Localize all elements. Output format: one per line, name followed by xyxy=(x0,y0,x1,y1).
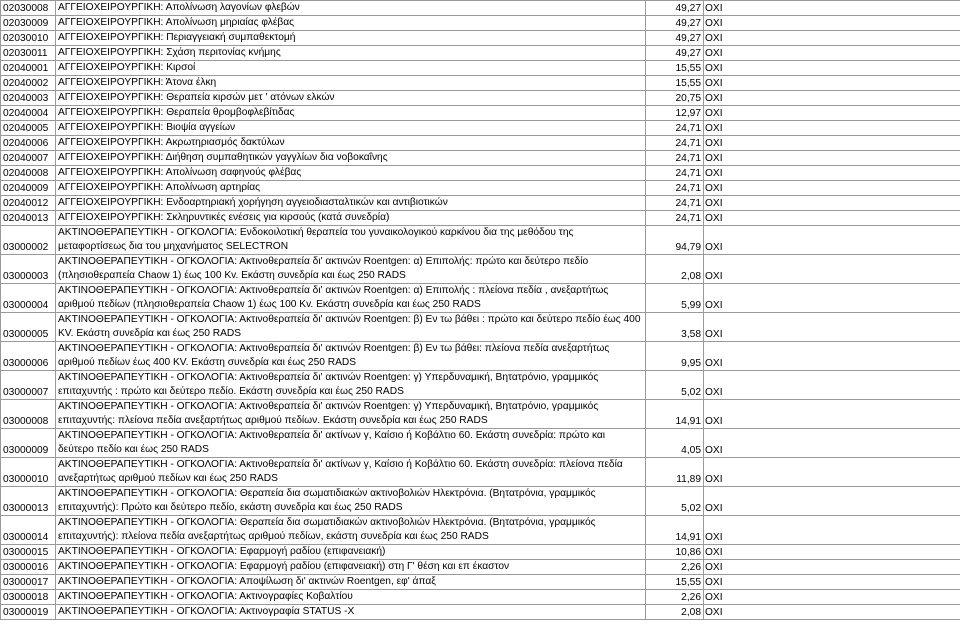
price-cell: 49,27 xyxy=(646,31,704,46)
flag-cell: ΟΧΙ xyxy=(704,106,960,121)
flag-cell: ΟΧΙ xyxy=(704,255,960,284)
table-row xyxy=(1,151,960,166)
price-cell: 15,55 xyxy=(646,61,704,76)
flag-cell: ΟΧΙ xyxy=(704,560,960,575)
code-cell: 02040012 xyxy=(1,196,56,211)
flag-cell: ΟΧΙ xyxy=(704,575,960,590)
description-cell: ΑΚΤΙΝΟΘΕΡΑΠΕΥΤΙΚΗ - ΟΓΚΟΛΟΓΙΑ: Ακτινογραφία STATUS -X xyxy=(56,605,646,620)
flag-cell: ΟΧΙ xyxy=(704,1,960,16)
description-cell: ΑΚΤΙΝΟΘΕΡΑΠΕΥΤΙΚΗ - ΟΓΚΟΛΟΓΙΑ: Εφαρμογή ραδίου (επιφανειακή) xyxy=(56,545,646,560)
code-cell: 02040009 xyxy=(1,181,56,196)
code-cell: 02030011 xyxy=(1,46,56,61)
price-cell: 9,95 xyxy=(646,342,704,371)
price-cell: 49,27 xyxy=(646,1,704,16)
flag-cell: ΟΧΙ xyxy=(704,487,960,516)
code-cell: 02040007 xyxy=(1,151,56,166)
price-cell: 5,02 xyxy=(646,487,704,516)
price-cell: 24,71 xyxy=(646,151,704,166)
table-row xyxy=(1,605,960,620)
table-row xyxy=(1,545,960,560)
flag-cell: ΟΧΙ xyxy=(704,76,960,91)
price-cell: 14,91 xyxy=(646,516,704,545)
code-cell: 02040002 xyxy=(1,76,56,91)
code-cell: 02040001 xyxy=(1,61,56,76)
description-cell: ΑΓΓΕΙΟΧΕΙΡΟΥΡΓΙΚΗ: Θεραπεία θρομβοφλεβίτιδας xyxy=(56,106,646,121)
flag-cell: ΟΧΙ xyxy=(704,46,960,61)
price-cell: 24,71 xyxy=(646,121,704,136)
description-cell: ΑΓΓΕΙΟΧΕΙΡΟΥΡΓΙΚΗ: Ενδοαρτηριακή χορήγηση αγγειοδιασταλτικών και αντιβιοτικών xyxy=(56,196,646,211)
table-row xyxy=(1,181,960,196)
flag-cell: ΟΧΙ xyxy=(704,196,960,211)
price-cell: 4,05 xyxy=(646,429,704,458)
code-cell: 03000015 xyxy=(1,545,56,560)
description-cell: ΑΓΓΕΙΟΧΕΙΡΟΥΡΓΙΚΗ: Βιοψία αγγείων xyxy=(56,121,646,136)
price-cell: 2,26 xyxy=(646,560,704,575)
code-cell: 03000019 xyxy=(1,605,56,620)
description-cell: ΑΓΓΕΙΟΧΕΙΡΟΥΡΓΙΚΗ: Απολίνωση σαφηνούς φλέβας xyxy=(56,166,646,181)
table-row xyxy=(1,136,960,151)
code-cell: 03000008 xyxy=(1,400,56,429)
description-cell: ΑΚΤΙΝΟΘΕΡΑΠΕΥΤΙΚΗ - ΟΓΚΟΛΟΓΙΑ: Ακτινοθεραπεία δι' ακτινών Roentgen: α) Επιπολής : πλείονα πεδία , ανεξαρτήτως αριθμού πεδίων (πλησιοθεραπεία Chaow 1) έως 100 Kv. Εκάστη συνεδρία και έως 250 RADS xyxy=(56,284,646,313)
price-cell: 20,75 xyxy=(646,91,704,106)
description-cell: ΑΚΤΙΝΟΘΕΡΑΠΕΥΤΙΚΗ - ΟΓΚΟΛΟΓΙΑ: Ακτινοθεραπεία δι' ακτινών Roentgen: γ) Υπερδυναμική, Βητατρόνιο, γραμμικός επιταχυντής : πρώτο και δεύτερο πεδίο. Εκάστη συνεδρία και έως 250 RADS xyxy=(56,371,646,400)
flag-cell: ΟΧΙ xyxy=(704,605,960,620)
code-cell: 03000010 xyxy=(1,458,56,487)
price-cell: 24,71 xyxy=(646,166,704,181)
price-cell: 2,26 xyxy=(646,590,704,605)
table-row xyxy=(1,16,960,31)
price-cell: 3,58 xyxy=(646,313,704,342)
price-cell: 94,79 xyxy=(646,226,704,255)
code-cell: 03000014 xyxy=(1,516,56,545)
code-cell: 03000018 xyxy=(1,590,56,605)
price-cell: 2,08 xyxy=(646,605,704,620)
table-row xyxy=(1,487,960,516)
description-cell: ΑΚΤΙΝΟΘΕΡΑΠΕΥΤΙΚΗ - ΟΓΚΟΛΟΓΙΑ: Θεραπεία δια σωματιδιακών ακτινοβολιών Ηλεκτρόνια. (Βητατρόνια, γραμμικός επιταχυντής): Πρώτο και δεύτερο πεδίο, εκάστη συνεδρία και έως 250 RADS xyxy=(56,487,646,516)
description-cell: ΑΚΤΙΝΟΘΕΡΑΠΕΥΤΙΚΗ - ΟΓΚΟΛΟΓΙΑ: Ακτινοθεραπεία δι' ακτινών Roentgen: β) Εν τω βάθει: πλείονα πεδία ανεξαρτήτως αριθμού πεδίων έως 400 KV. Εκάστη συνεδρία και έως 250 RADS xyxy=(56,342,646,371)
price-cell: 15,55 xyxy=(646,575,704,590)
code-cell: 03000005 xyxy=(1,313,56,342)
table-row xyxy=(1,106,960,121)
code-cell: 03000006 xyxy=(1,342,56,371)
flag-cell: ΟΧΙ xyxy=(704,371,960,400)
flag-cell: ΟΧΙ xyxy=(704,458,960,487)
price-cell: 49,27 xyxy=(646,46,704,61)
code-cell: 03000017 xyxy=(1,575,56,590)
table-row xyxy=(1,31,960,46)
table-row xyxy=(1,575,960,590)
price-cell: 2,08 xyxy=(646,255,704,284)
flag-cell: ΟΧΙ xyxy=(704,181,960,196)
description-cell: ΑΚΤΙΝΟΘΕΡΑΠΕΥΤΙΚΗ - ΟΓΚΟΛΟΓΙΑ: Ενδοκοιλοτική θεραπεία του γυναικολογικού καρκίνου δια της μεθόδου της μεταφορτίσεως δια του μηχανήματος SELECTRON xyxy=(56,226,646,255)
table-row xyxy=(1,226,960,255)
table-row xyxy=(1,590,960,605)
flag-cell: ΟΧΙ xyxy=(704,313,960,342)
table-row xyxy=(1,458,960,487)
table-row xyxy=(1,284,960,313)
description-cell: ΑΓΓΕΙΟΧΕΙΡΟΥΡΓΙΚΗ: Απολίνωση λαγονίων φλεβών xyxy=(56,1,646,16)
flag-cell: ΟΧΙ xyxy=(704,284,960,313)
table-row xyxy=(1,196,960,211)
flag-cell: ΟΧΙ xyxy=(704,429,960,458)
code-cell: 02030008 xyxy=(1,1,56,16)
flag-cell: ΟΧΙ xyxy=(704,121,960,136)
code-cell: 03000016 xyxy=(1,560,56,575)
procedure-table-body xyxy=(1,1,960,620)
price-cell: 5,02 xyxy=(646,371,704,400)
table-row xyxy=(1,429,960,458)
flag-cell: ΟΧΙ xyxy=(704,61,960,76)
code-cell: 02040003 xyxy=(1,91,56,106)
price-cell: 24,71 xyxy=(646,136,704,151)
description-cell: ΑΓΓΕΙΟΧΕΙΡΟΥΡΓΙΚΗ: Θεραπεία κιρσών μετ ' ατόνων ελκών xyxy=(56,91,646,106)
price-cell: 11,89 xyxy=(646,458,704,487)
code-cell: 03000003 xyxy=(1,255,56,284)
table-row xyxy=(1,342,960,371)
table-row xyxy=(1,255,960,284)
code-cell: 02040004 xyxy=(1,106,56,121)
flag-cell: ΟΧΙ xyxy=(704,342,960,371)
code-cell: 02030010 xyxy=(1,31,56,46)
flag-cell: ΟΧΙ xyxy=(704,545,960,560)
code-cell: 03000009 xyxy=(1,429,56,458)
description-cell: ΑΓΓΕΙΟΧΕΙΡΟΥΡΓΙΚΗ: Περιαγγειακή συμπαθεκτομή xyxy=(56,31,646,46)
code-cell: 02040008 xyxy=(1,166,56,181)
price-cell: 10,86 xyxy=(646,545,704,560)
code-cell: 03000002 xyxy=(1,226,56,255)
code-cell: 02040013 xyxy=(1,211,56,226)
description-cell: ΑΚΤΙΝΟΘΕΡΑΠΕΥΤΙΚΗ - ΟΓΚΟΛΟΓΙΑ: Ακτινοθεραπεία δι' ακτίνων γ, Καίσιο ή Κοβάλτιο 60. Εκάστη συνεδρία: πλείονα πεδία ανεξαρτήτως αριθμού πεδίων και έως 250 RADS xyxy=(56,458,646,487)
description-cell: ΑΓΓΕΙΟΧΕΙΡΟΥΡΓΙΚΗ: Διήθηση συμπαθητικών γαγγλίων δια νοβοκαΐνης xyxy=(56,151,646,166)
table-row xyxy=(1,121,960,136)
table-row xyxy=(1,61,960,76)
flag-cell: ΟΧΙ xyxy=(704,31,960,46)
flag-cell: ΟΧΙ xyxy=(704,400,960,429)
price-cell: 24,71 xyxy=(646,196,704,211)
code-cell: 03000004 xyxy=(1,284,56,313)
table-row xyxy=(1,211,960,226)
table-row xyxy=(1,313,960,342)
description-cell: ΑΚΤΙΝΟΘΕΡΑΠΕΥΤΙΚΗ - ΟΓΚΟΛΟΓΙΑ: Ακτινογραφίες Κοβαλτίου xyxy=(56,590,646,605)
description-cell: ΑΓΓΕΙΟΧΕΙΡΟΥΡΓΙΚΗ: Απολίνωση μηριαίας φλέβας xyxy=(56,16,646,31)
description-cell: ΑΚΤΙΝΟΘΕΡΑΠΕΥΤΙΚΗ - ΟΓΚΟΛΟΓΙΑ: Θεραπεία δια σωματιδιακών ακτινοβολιών Ηλεκτρόνια. (Βητατρόνια, γραμμικός επιταχυντής): πλείονα πεδία ανεξαρτήτως αριθμού πεδίων, εκάστη συνεδρία και έως 250 RADS xyxy=(56,516,646,545)
description-cell: ΑΚΤΙΝΟΘΕΡΑΠΕΥΤΙΚΗ - ΟΓΚΟΛΟΓΙΑ: Ακτινοθεραπεία δι' ακτινών Roentgen: γ) Υπερδυναμική, Βητατρόνιο, γραμμικός επιταχυντής: πλείονα πεδία ανεξαρτήτως αριθμού πεδίων. Εκάστη συνεδρία και έως 250 RADS xyxy=(56,400,646,429)
description-cell: ΑΓΓΕΙΟΧΕΙΡΟΥΡΓΙΚΗ: Ακρωτηριασμός δακτύλων xyxy=(56,136,646,151)
description-cell: ΑΚΤΙΝΟΘΕΡΑΠΕΥΤΙΚΗ - ΟΓΚΟΛΟΓΙΑ: Ακτινοθεραπεία δι' ακτίνων γ, Καίσιο ή Κοβάλτιο 60. Εκάστη συνεδρία: πρώτο και δεύτερο πεδίο και έως 250 RADS xyxy=(56,429,646,458)
table-row xyxy=(1,91,960,106)
flag-cell: ΟΧΙ xyxy=(704,16,960,31)
flag-cell: ΟΧΙ xyxy=(704,166,960,181)
table-row xyxy=(1,166,960,181)
code-cell: 02030009 xyxy=(1,16,56,31)
table-row xyxy=(1,516,960,545)
table-row xyxy=(1,371,960,400)
flag-cell: ΟΧΙ xyxy=(704,226,960,255)
price-cell: 12,97 xyxy=(646,106,704,121)
flag-cell: ΟΧΙ xyxy=(704,590,960,605)
description-cell: ΑΚΤΙΝΟΘΕΡΑΠΕΥΤΙΚΗ - ΟΓΚΟΛΟΓΙΑ: Αποψίλωση δι' ακτινών Roentgen, εφ' άπαξ xyxy=(56,575,646,590)
table-row xyxy=(1,1,960,16)
code-cell: 02040005 xyxy=(1,121,56,136)
description-cell: ΑΚΤΙΝΟΘΕΡΑΠΕΥΤΙΚΗ - ΟΓΚΟΛΟΓΙΑ: Ακτινοθεραπεία δι' ακτινών Roentgen: α) Επιπολής: πρώτο και δεύτερο πεδίο (πλησιοθεραπεία Chaow 1) έως 100 Kv. Εκάστη συνεδρία και έως 250 RADS xyxy=(56,255,646,284)
description-cell: ΑΓΓΕΙΟΧΕΙΡΟΥΡΓΙΚΗ: Σκληρυντικές ενέσεις για κιρσούς (κατά συνεδρία) xyxy=(56,211,646,226)
price-cell: 15,55 xyxy=(646,76,704,91)
price-cell: 24,71 xyxy=(646,181,704,196)
flag-cell: ΟΧΙ xyxy=(704,151,960,166)
price-cell: 14,91 xyxy=(646,400,704,429)
flag-cell: ΟΧΙ xyxy=(704,136,960,151)
code-cell: 02040006 xyxy=(1,136,56,151)
description-cell: ΑΓΓΕΙΟΧΕΙΡΟΥΡΓΙΚΗ: Σχάση περιτονίας κνήμης xyxy=(56,46,646,61)
description-cell: ΑΓΓΕΙΟΧΕΙΡΟΥΡΓΙΚΗ: Κιρσοί xyxy=(56,61,646,76)
description-cell: ΑΚΤΙΝΟΘΕΡΑΠΕΥΤΙΚΗ - ΟΓΚΟΛΟΓΙΑ: Εφαρμογή ραδίου (επιφανειακή) στη Γ' θέση και επ έκαστον xyxy=(56,560,646,575)
price-cell: 24,71 xyxy=(646,211,704,226)
table-row xyxy=(1,46,960,61)
code-cell: 03000013 xyxy=(1,487,56,516)
flag-cell: ΟΧΙ xyxy=(704,211,960,226)
code-cell: 03000007 xyxy=(1,371,56,400)
table-row xyxy=(1,76,960,91)
description-cell: ΑΓΓΕΙΟΧΕΙΡΟΥΡΓΙΚΗ: Απολίνωση αρτηρίας xyxy=(56,181,646,196)
table-row xyxy=(1,560,960,575)
price-cell: 5,99 xyxy=(646,284,704,313)
description-cell: ΑΓΓΕΙΟΧΕΙΡΟΥΡΓΙΚΗ: Άτονα έλκη xyxy=(56,76,646,91)
flag-cell: ΟΧΙ xyxy=(704,91,960,106)
price-cell: 49,27 xyxy=(646,16,704,31)
flag-cell: ΟΧΙ xyxy=(704,516,960,545)
table-row xyxy=(1,400,960,429)
description-cell: ΑΚΤΙΝΟΘΕΡΑΠΕΥΤΙΚΗ - ΟΓΚΟΛΟΓΙΑ: Ακτινοθεραπεία δι' ακτινών Roentgen: β) Εν τω βάθει : πρώτο και δεύτερο πεδίο έως 400 KV. Εκάστη συνεδρία και έως 250 RADS xyxy=(56,313,646,342)
